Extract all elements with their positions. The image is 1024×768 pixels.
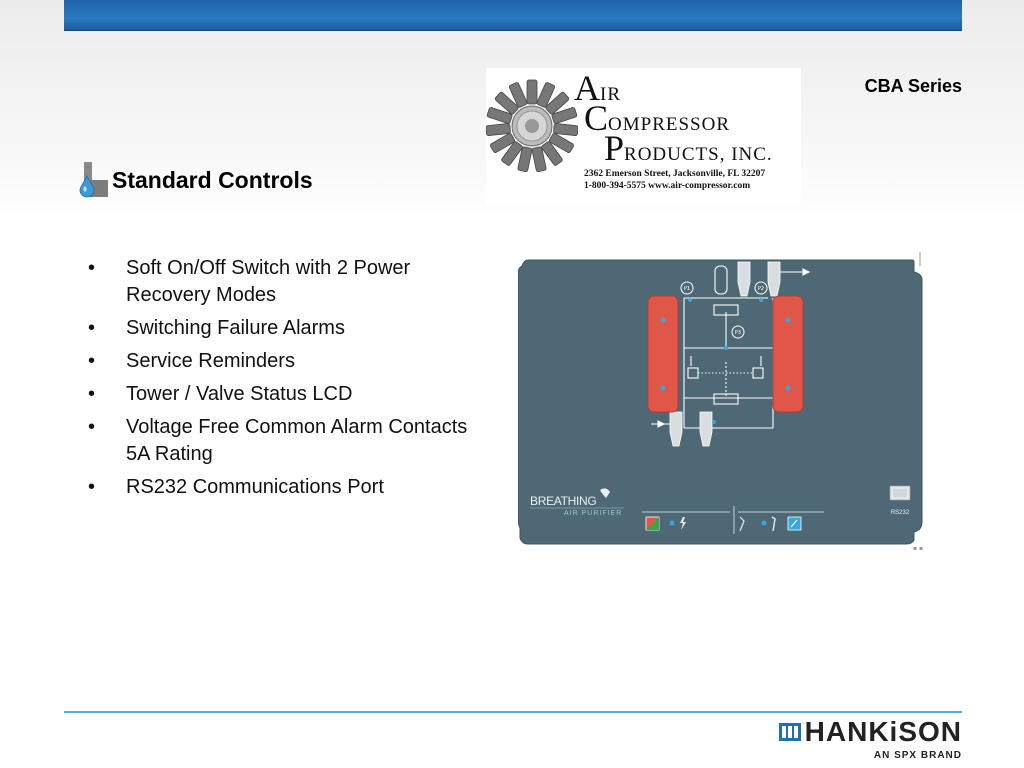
- svg-text:P2: P2: [757, 286, 765, 292]
- logo-contact: 1-800-394-5575 www.air-compressor.com: [584, 181, 751, 191]
- page-title: Standard Controls: [112, 166, 313, 193]
- svg-text:BREATHING: BREATHING: [530, 494, 597, 508]
- list-item: • RS232 Communications Port: [86, 474, 486, 501]
- footer-divider: [64, 711, 962, 713]
- svg-text:RS232: RS232: [890, 510, 910, 516]
- brand-mark-icon: [779, 721, 801, 743]
- svg-text:P1: P1: [683, 286, 691, 292]
- svg-text:P3: P3: [734, 330, 742, 336]
- svg-text:AIR PURIFIER: AIR PURIFIER: [564, 510, 623, 517]
- fan-logo-icon: [486, 76, 578, 176]
- feature-list: [86, 255, 486, 507]
- brand-wordmark: HANKiSON: [779, 716, 962, 748]
- company-logo: [486, 68, 801, 204]
- list-item: • Voltage Free Common Alarm Contacts 5A Rating: [86, 414, 486, 468]
- control-panel-illustration: [518, 252, 926, 550]
- svg-text:▪ ▪: ▪ ▪: [913, 545, 924, 550]
- list-item: • Soft On/Off Switch with 2 Power Recovery Modes: [86, 255, 486, 309]
- list-item: • Switching Failure Alarms: [86, 315, 486, 342]
- footer-brand: [779, 716, 962, 761]
- series-label: CBA Series: [864, 76, 962, 96]
- logo-line-2: COMPRESSOR: [584, 98, 731, 138]
- logo-line-1: AIR: [574, 68, 621, 108]
- brand-tagline: AN SPX BRAND: [873, 750, 962, 761]
- water-drop-icon: [78, 162, 108, 198]
- list-item: • Service Reminders: [86, 348, 486, 375]
- header-bar: [64, 0, 962, 31]
- section-heading: [78, 162, 313, 198]
- list-item: • Tower / Valve Status LCD: [86, 381, 486, 408]
- logo-line-3: PRODUCTS, INC.: [604, 128, 773, 168]
- logo-address: 2362 Emerson Street, Jacksonville, FL 32207: [584, 169, 766, 179]
